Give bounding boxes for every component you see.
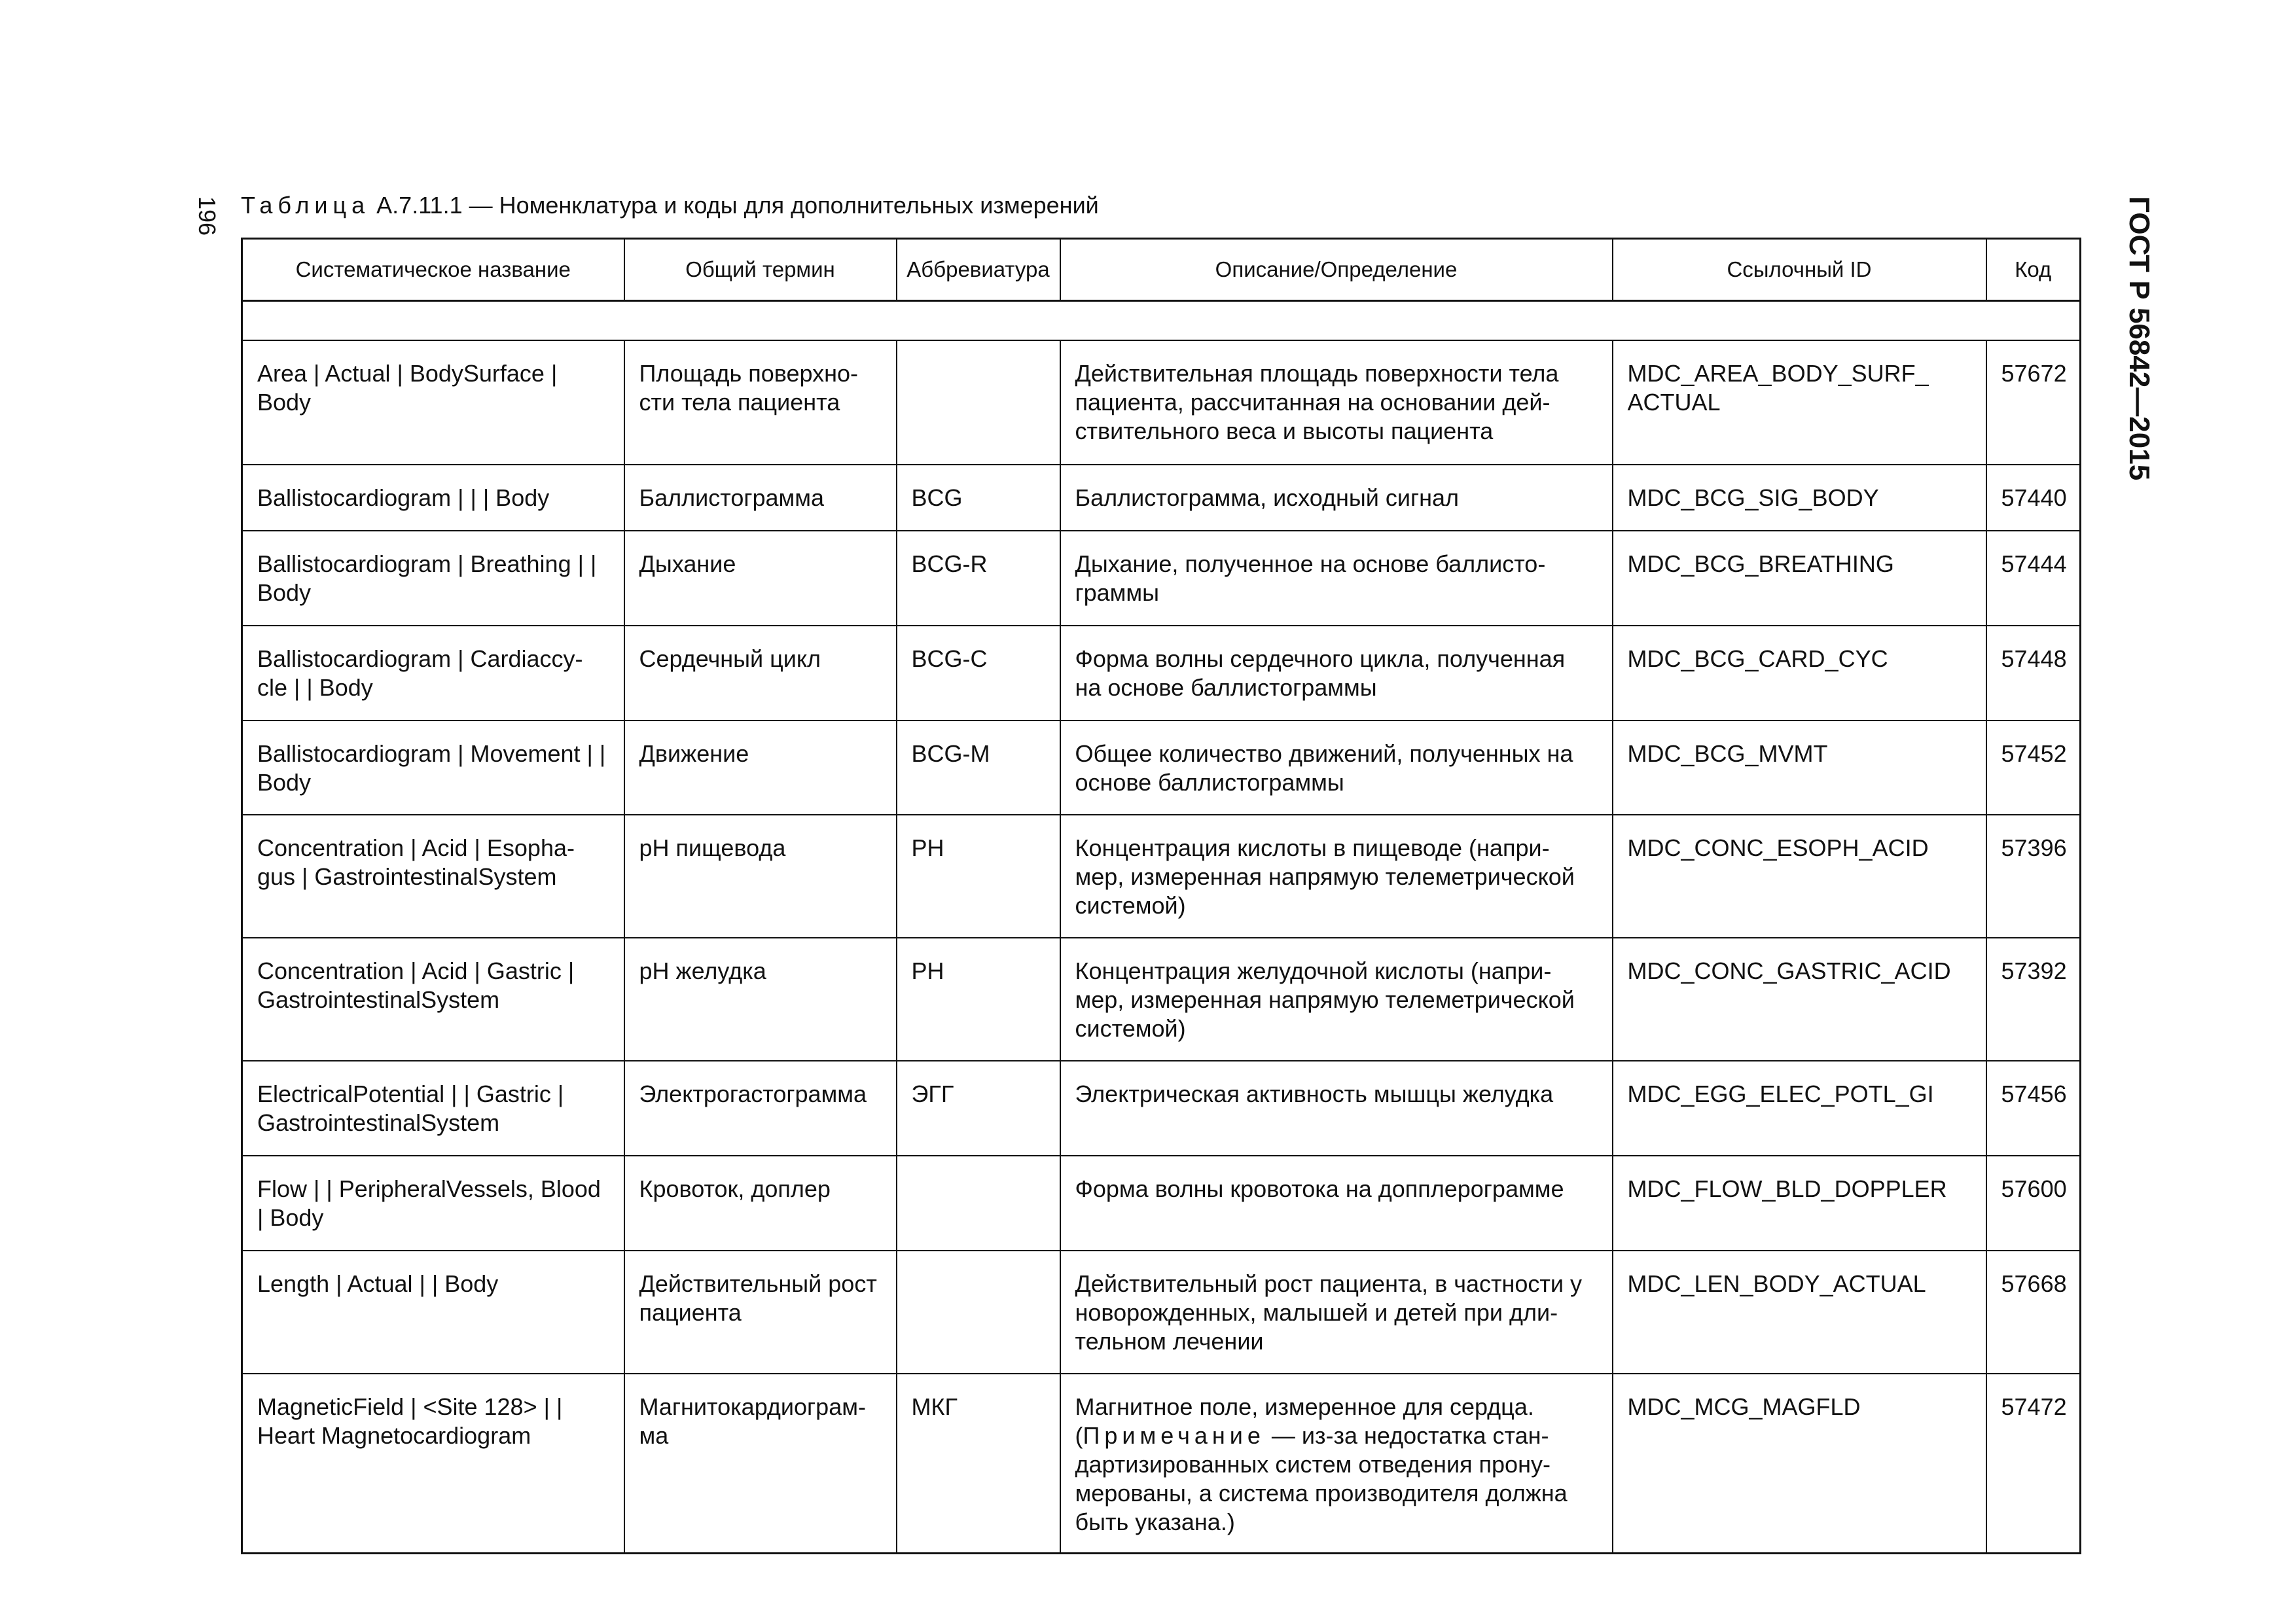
header-reference-id: Ссылочный ID — [1613, 239, 1986, 301]
cell-description: Форма волны кровотока на допплерограмме — [1060, 1156, 1613, 1251]
cell-description — [1060, 1374, 1613, 1553]
cell-description: Общее количество движений, полученных на основе баллистограммы — [1060, 721, 1613, 815]
header-description: Описание/Определение — [1060, 239, 1613, 301]
cell-systematic-name: Length | Actual | | Body — [242, 1251, 624, 1374]
cell-common-term: Электрогастограмма — [624, 1061, 897, 1156]
cell-systematic-name: Ballistocardiogram | Breathing | | Body — [242, 531, 624, 626]
cell-reference-id: MDC_FLOW_BLD_DOPPLER — [1613, 1156, 1986, 1251]
table-row — [242, 531, 2081, 626]
description-main: Магнитное поле, измеренное для сердца. ( — [1075, 1393, 1534, 1449]
cell-description: Электрическая активность мышцы желудка — [1060, 1061, 1613, 1156]
table-row — [242, 340, 2081, 465]
cell-common-term: Сердечный цикл — [624, 626, 897, 721]
table-header-row — [242, 239, 2081, 301]
cell-common-term: Магнитокардиограм-ма — [624, 1374, 897, 1553]
cell-common-term: Баллистограмма — [624, 465, 897, 531]
cell-abbreviation: BCG-R — [897, 531, 1060, 626]
cell-code: 57456 — [1986, 1061, 2081, 1156]
cell-code: 57672 — [1986, 340, 2081, 465]
cell-abbreviation: ЭГГ — [897, 1061, 1060, 1156]
cell-systematic-name: Ballistocardiogram | | | Body — [242, 465, 624, 531]
header-systematic-name: Систематическое название — [242, 239, 624, 301]
cell-common-term: Дыхание — [624, 531, 897, 626]
cell-reference-id: MDC_CONC_GASTRIC_ACID — [1613, 938, 1986, 1061]
cell-systematic-name: Concentration | Acid | Esopha-gus | GastrointestinalSystem — [242, 815, 624, 938]
cell-description: Баллистограмма, исходный сигнал — [1060, 465, 1613, 531]
cell-systematic-name: Concentration | Acid | Gastric | GastrointestinalSystem — [242, 938, 624, 1061]
cell-abbreviation: BCG-C — [897, 626, 1060, 721]
table-row — [242, 721, 2081, 815]
cell-abbreviation: PH — [897, 815, 1060, 938]
cell-systematic-name: Area | Actual | BodySurface | Body — [242, 340, 624, 465]
cell-abbreviation — [897, 340, 1060, 465]
cell-description: Форма волны сердечного цикла, полученная на основе баллистограммы — [1060, 626, 1613, 721]
cell-systematic-name: Ballistocardiogram | Movement | | Body — [242, 721, 624, 815]
cell-description: Концентрация желудочной кислоты (напри-мер, измеренная напрямую телеметрической системой) — [1060, 938, 1613, 1061]
cell-systematic-name: Ballistocardiogram | Cardiaccy-cle | | Body — [242, 626, 624, 721]
cell-reference-id: MDC_BCG_CARD_CYC — [1613, 626, 1986, 721]
cell-description: Действительная площадь поверхности тела пациента, рассчитанная на основании дей-ствительного веса и высоты пациента — [1060, 340, 1613, 465]
cell-code: 57444 — [1986, 531, 2081, 626]
caption-text: А.7.11.1 — Номенклатура и коды для дополнительных измерений — [370, 192, 1099, 219]
header-common-term: Общий термин — [624, 239, 897, 301]
cell-reference-id: MDC_BCG_SIG_BODY — [1613, 465, 1986, 531]
cell-reference-id: MDC_BCG_BREATHING — [1613, 531, 1986, 626]
cell-code: 57448 — [1986, 626, 2081, 721]
cell-reference-id: MDC_MCG_MAGFLD — [1613, 1374, 1986, 1553]
cell-abbreviation — [897, 1251, 1060, 1374]
cell-common-term: Площадь поверхно-сти тела пациента — [624, 340, 897, 465]
cell-description: Действительный рост пациента, в частности у новорожденных, малышей и детей при дли-тельном лечении — [1060, 1251, 1613, 1374]
cell-code: 57396 — [1986, 815, 2081, 938]
cell-code: 57440 — [1986, 465, 2081, 531]
cell-code: 57668 — [1986, 1251, 2081, 1374]
cell-abbreviation: МКГ — [897, 1374, 1060, 1553]
cell-common-term: Движение — [624, 721, 897, 815]
cell-code: 57472 — [1986, 1374, 2081, 1553]
table-row — [242, 815, 2081, 938]
cell-systematic-name: ElectricalPotential | | Gastric | GastrointestinalSystem — [242, 1061, 624, 1156]
table-row — [242, 626, 2081, 721]
cell-systematic-name: MagneticField | <Site 128> | | Heart Magnetocardiogram — [242, 1374, 624, 1553]
cell-common-term: Кровоток, доплер — [624, 1156, 897, 1251]
cell-abbreviation: BCG-M — [897, 721, 1060, 815]
cell-abbreviation: PH — [897, 938, 1060, 1061]
table-row — [242, 938, 2081, 1061]
cell-reference-id: MDC_BCG_MVMT — [1613, 721, 1986, 815]
cell-description: Дыхание, полученное на основе баллисто-граммы — [1060, 531, 1613, 626]
cell-common-term: pH желудка — [624, 938, 897, 1061]
header-separator — [242, 301, 2081, 341]
table-row — [242, 465, 2081, 531]
nomenclature-table — [241, 238, 2081, 1554]
header-code: Код — [1986, 239, 2081, 301]
cell-code: 57392 — [1986, 938, 2081, 1061]
cell-systematic-name: Flow | | PeripheralVessels, Blood | Body — [242, 1156, 624, 1251]
cell-abbreviation — [897, 1156, 1060, 1251]
cell-reference-id: MDC_CONC_ESOPH_ACID — [1613, 815, 1986, 938]
cell-common-term: Действительный рост пациента — [624, 1251, 897, 1374]
table-row — [242, 1251, 2081, 1374]
cell-reference-id: MDC_LEN_BODY_ACTUAL — [1613, 1251, 1986, 1374]
cell-description: Концентрация кислоты в пищеводе (напри-мер, измеренная напрямую телеметрической системой) — [1060, 815, 1613, 938]
cell-common-term: pH пищевода — [624, 815, 897, 938]
table-row — [242, 1061, 2081, 1156]
table-row — [242, 1374, 2081, 1553]
cell-reference-id: MDC_EGG_ELEC_POTL_GI — [1613, 1061, 1986, 1156]
cell-code: 57600 — [1986, 1156, 2081, 1251]
cell-code: 57452 — [1986, 721, 2081, 815]
document-id: ГОСТ Р 56842—2015 — [2123, 196, 2155, 481]
note-label: Примечание — [1083, 1422, 1265, 1449]
caption-label: Таблица — [241, 192, 370, 219]
page-number: 196 — [194, 196, 221, 236]
description-note: — из-за недостатка стан-дартизированных систем отведения прону-мерованы, а система производителя должна быть указана.) — [1075, 1422, 1568, 1535]
cell-reference-id: MDC_AREA_BODY_SURF_ ACTUAL — [1613, 340, 1986, 465]
table-row — [242, 1156, 2081, 1251]
cell-abbreviation: BCG — [897, 465, 1060, 531]
table-caption — [241, 191, 1099, 219]
header-abbreviation: Аббревиатура — [897, 239, 1060, 301]
